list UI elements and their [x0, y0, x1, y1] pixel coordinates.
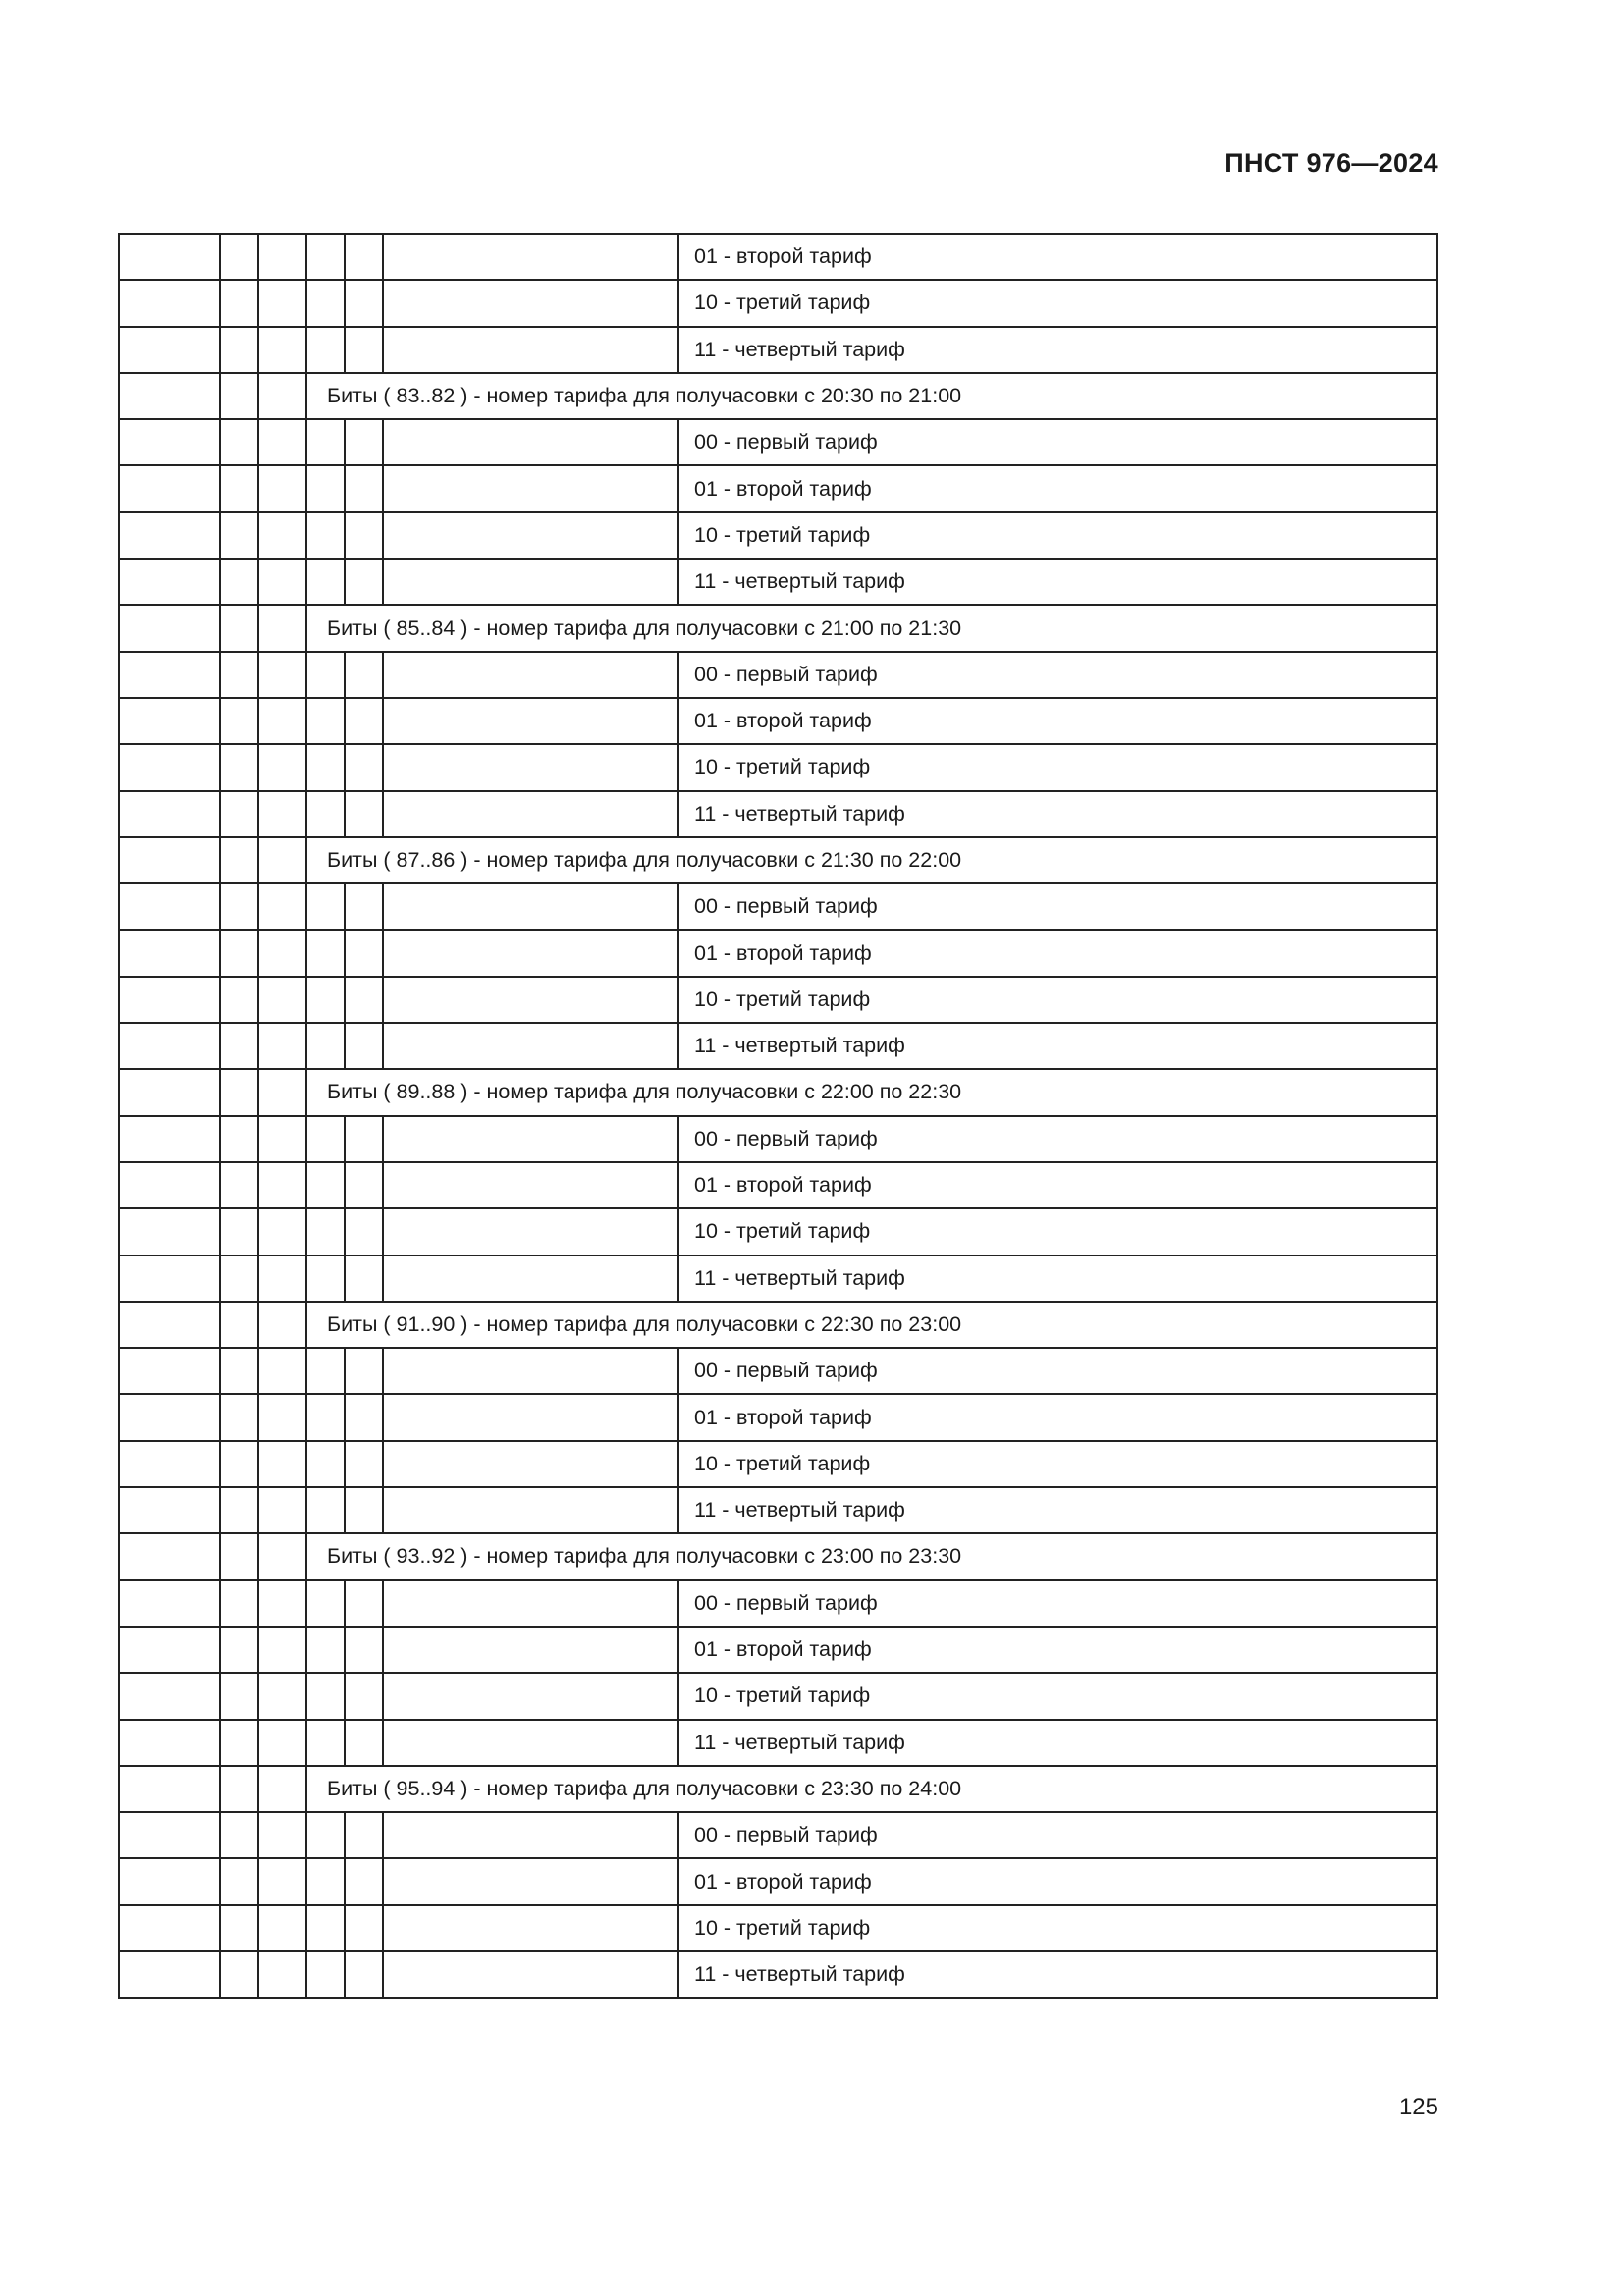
- empty-cell: [306, 1023, 345, 1069]
- empty-cell: [258, 373, 306, 419]
- empty-cell: [383, 280, 678, 326]
- tariff-value-text: 01 - второй тариф: [678, 234, 1437, 280]
- tariff-value-text: 00 - первый тариф: [678, 419, 1437, 465]
- empty-cell: [306, 1627, 345, 1673]
- empty-cell: [306, 1348, 345, 1394]
- empty-cell: [220, 1069, 258, 1115]
- empty-cell: [220, 744, 258, 790]
- tariff-value-text: 10 - третий тариф: [678, 1673, 1437, 1719]
- tariff-value-text: 00 - первый тариф: [678, 1348, 1437, 1394]
- empty-cell: [258, 1302, 306, 1348]
- tariff-value-row: [119, 883, 1437, 930]
- empty-cell: [119, 605, 220, 651]
- empty-cell: [345, 1580, 383, 1627]
- tariff-value-row: [119, 1208, 1437, 1255]
- empty-cell: [345, 1208, 383, 1255]
- empty-cell: [119, 1580, 220, 1627]
- tariff-value-row: [119, 1116, 1437, 1162]
- tariff-value-text: 10 - третий тариф: [678, 744, 1437, 790]
- empty-cell: [345, 977, 383, 1023]
- empty-cell: [258, 605, 306, 651]
- empty-cell: [220, 698, 258, 744]
- empty-cell: [258, 512, 306, 559]
- empty-cell: [345, 234, 383, 280]
- tariff-value-row: [119, 1951, 1437, 1998]
- empty-cell: [306, 1394, 345, 1440]
- empty-cell: [345, 1116, 383, 1162]
- bit-group-description: Биты ( 93..92 ) - номер тарифа для получасовки с 23:00 по 23:30: [306, 1533, 1437, 1579]
- empty-cell: [306, 744, 345, 790]
- empty-cell: [220, 1858, 258, 1904]
- empty-cell: [258, 1023, 306, 1069]
- empty-cell: [220, 605, 258, 651]
- empty-cell: [258, 327, 306, 373]
- empty-cell: [383, 1627, 678, 1673]
- empty-cell: [220, 1302, 258, 1348]
- empty-cell: [119, 1951, 220, 1998]
- empty-cell: [306, 234, 345, 280]
- empty-cell: [258, 1208, 306, 1255]
- empty-cell: [119, 512, 220, 559]
- empty-cell: [306, 1255, 345, 1302]
- empty-cell: [119, 1116, 220, 1162]
- empty-cell: [383, 419, 678, 465]
- tariff-value-row: [119, 1580, 1437, 1627]
- empty-cell: [220, 373, 258, 419]
- empty-cell: [220, 1487, 258, 1533]
- empty-cell: [306, 559, 345, 605]
- bit-group-description: Биты ( 85..84 ) - номер тарифа для получасовки с 21:00 по 21:30: [306, 605, 1437, 651]
- empty-cell: [119, 280, 220, 326]
- empty-cell: [306, 1208, 345, 1255]
- empty-cell: [306, 977, 345, 1023]
- tariff-value-row: [119, 744, 1437, 790]
- empty-cell: [220, 1673, 258, 1719]
- empty-cell: [383, 1858, 678, 1904]
- tariff-value-text: 00 - первый тариф: [678, 1812, 1437, 1858]
- empty-cell: [220, 465, 258, 511]
- empty-cell: [345, 744, 383, 790]
- bit-group-row: [119, 605, 1437, 651]
- empty-cell: [306, 930, 345, 976]
- empty-cell: [258, 465, 306, 511]
- empty-cell: [119, 1208, 220, 1255]
- empty-cell: [220, 1255, 258, 1302]
- empty-cell: [383, 512, 678, 559]
- empty-cell: [383, 1208, 678, 1255]
- tariff-value-row: [119, 1394, 1437, 1440]
- bit-group-description: Биты ( 87..86 ) - номер тарифа для получасовки с 21:30 по 22:00: [306, 837, 1437, 883]
- tariff-value-row: [119, 930, 1437, 976]
- tariff-value-text: 10 - третий тариф: [678, 1441, 1437, 1487]
- empty-cell: [258, 1905, 306, 1951]
- empty-cell: [119, 1441, 220, 1487]
- empty-cell: [119, 1858, 220, 1904]
- page-number: 125: [1398, 2094, 1438, 2120]
- empty-cell: [306, 1580, 345, 1627]
- tariff-value-row: [119, 1720, 1437, 1766]
- empty-cell: [383, 1116, 678, 1162]
- empty-cell: [258, 1394, 306, 1440]
- empty-cell: [119, 791, 220, 837]
- tariff-value-text: 00 - первый тариф: [678, 1580, 1437, 1627]
- empty-cell: [383, 791, 678, 837]
- bit-group-description: Биты ( 89..88 ) - номер тарифа для получасовки с 22:00 по 22:30: [306, 1069, 1437, 1115]
- empty-cell: [383, 559, 678, 605]
- tariff-value-row: [119, 1812, 1437, 1858]
- empty-cell: [220, 1348, 258, 1394]
- empty-cell: [306, 512, 345, 559]
- tariff-value-row: [119, 280, 1437, 326]
- tariff-value-text: 00 - первый тариф: [678, 652, 1437, 698]
- empty-cell: [345, 1162, 383, 1208]
- empty-cell: [119, 465, 220, 511]
- empty-cell: [119, 883, 220, 930]
- empty-cell: [119, 1394, 220, 1440]
- empty-cell: [345, 327, 383, 373]
- tariff-value-row: [119, 791, 1437, 837]
- empty-cell: [258, 1720, 306, 1766]
- empty-cell: [220, 1023, 258, 1069]
- empty-cell: [119, 1533, 220, 1579]
- empty-cell: [220, 1162, 258, 1208]
- tariff-value-row: [119, 419, 1437, 465]
- empty-cell: [220, 234, 258, 280]
- empty-cell: [119, 419, 220, 465]
- tariff-value-row: [119, 1162, 1437, 1208]
- tariff-value-text: 01 - второй тариф: [678, 1162, 1437, 1208]
- empty-cell: [119, 744, 220, 790]
- bit-group-row: [119, 1302, 1437, 1348]
- bit-group-description: Биты ( 83..82 ) - номер тарифа для получасовки с 20:30 по 21:00: [306, 373, 1437, 419]
- empty-cell: [306, 465, 345, 511]
- empty-cell: [383, 652, 678, 698]
- empty-cell: [119, 698, 220, 744]
- tariff-value-text: 11 - четвертый тариф: [678, 1951, 1437, 1998]
- tariff-value-row: [119, 1905, 1437, 1951]
- empty-cell: [383, 1162, 678, 1208]
- empty-cell: [258, 234, 306, 280]
- empty-cell: [306, 883, 345, 930]
- tariff-value-text: 01 - второй тариф: [678, 930, 1437, 976]
- empty-cell: [258, 652, 306, 698]
- empty-cell: [119, 1302, 220, 1348]
- empty-cell: [119, 1348, 220, 1394]
- bit-group-row: [119, 1766, 1437, 1812]
- empty-cell: [258, 1255, 306, 1302]
- empty-cell: [306, 280, 345, 326]
- empty-cell: [345, 1441, 383, 1487]
- tariff-value-row: [119, 512, 1437, 559]
- empty-cell: [345, 1720, 383, 1766]
- empty-cell: [306, 791, 345, 837]
- empty-cell: [258, 1162, 306, 1208]
- empty-cell: [306, 1487, 345, 1533]
- empty-cell: [119, 1673, 220, 1719]
- empty-cell: [258, 1348, 306, 1394]
- empty-cell: [220, 1208, 258, 1255]
- empty-cell: [345, 1951, 383, 1998]
- tariff-value-row: [119, 1627, 1437, 1673]
- tariff-value-row: [119, 1441, 1437, 1487]
- empty-cell: [345, 791, 383, 837]
- bit-group-description: Биты ( 91..90 ) - номер тарифа для получасовки с 22:30 по 23:00: [306, 1302, 1437, 1348]
- tariff-value-row: [119, 1348, 1437, 1394]
- empty-cell: [220, 837, 258, 883]
- empty-cell: [383, 465, 678, 511]
- empty-cell: [220, 791, 258, 837]
- tariff-value-text: 01 - второй тариф: [678, 465, 1437, 511]
- empty-cell: [220, 1905, 258, 1951]
- empty-cell: [258, 1812, 306, 1858]
- empty-cell: [345, 698, 383, 744]
- empty-cell: [258, 1951, 306, 1998]
- empty-cell: [306, 1905, 345, 1951]
- tariff-value-text: 11 - четвертый тариф: [678, 559, 1437, 605]
- empty-cell: [119, 1162, 220, 1208]
- empty-cell: [119, 1905, 220, 1951]
- empty-cell: [383, 1720, 678, 1766]
- empty-cell: [119, 977, 220, 1023]
- empty-cell: [119, 1255, 220, 1302]
- empty-cell: [220, 327, 258, 373]
- empty-cell: [345, 1812, 383, 1858]
- empty-cell: [306, 652, 345, 698]
- empty-cell: [306, 1858, 345, 1904]
- tariff-value-row: [119, 1858, 1437, 1904]
- empty-cell: [383, 1441, 678, 1487]
- empty-cell: [345, 930, 383, 976]
- empty-cell: [119, 559, 220, 605]
- empty-cell: [220, 559, 258, 605]
- empty-cell: [383, 1951, 678, 1998]
- empty-cell: [345, 559, 383, 605]
- empty-cell: [258, 1116, 306, 1162]
- empty-cell: [383, 1580, 678, 1627]
- tariff-value-text: 10 - третий тариф: [678, 1905, 1437, 1951]
- empty-cell: [345, 419, 383, 465]
- empty-cell: [258, 1673, 306, 1719]
- tariff-value-text: 10 - третий тариф: [678, 512, 1437, 559]
- empty-cell: [345, 465, 383, 511]
- empty-cell: [258, 1627, 306, 1673]
- empty-cell: [119, 1069, 220, 1115]
- empty-cell: [258, 1487, 306, 1533]
- empty-cell: [119, 1487, 220, 1533]
- tariff-value-text: 11 - четвертый тариф: [678, 1720, 1437, 1766]
- empty-cell: [220, 1533, 258, 1579]
- empty-cell: [345, 280, 383, 326]
- tariff-value-text: 00 - первый тариф: [678, 883, 1437, 930]
- empty-cell: [258, 419, 306, 465]
- empty-cell: [119, 837, 220, 883]
- empty-cell: [258, 930, 306, 976]
- empty-cell: [220, 1766, 258, 1812]
- empty-cell: [119, 1023, 220, 1069]
- empty-cell: [345, 1487, 383, 1533]
- empty-cell: [258, 1858, 306, 1904]
- empty-cell: [345, 1394, 383, 1440]
- empty-cell: [258, 744, 306, 790]
- empty-cell: [306, 419, 345, 465]
- empty-cell: [119, 234, 220, 280]
- empty-cell: [220, 512, 258, 559]
- empty-cell: [220, 930, 258, 976]
- empty-cell: [258, 1069, 306, 1115]
- empty-cell: [383, 1673, 678, 1719]
- tariff-value-text: 01 - второй тариф: [678, 698, 1437, 744]
- empty-cell: [258, 1441, 306, 1487]
- bit-group-row: [119, 1533, 1437, 1579]
- empty-cell: [345, 1905, 383, 1951]
- empty-cell: [119, 373, 220, 419]
- empty-cell: [258, 883, 306, 930]
- tariff-value-text: 01 - второй тариф: [678, 1858, 1437, 1904]
- bit-group-row: [119, 837, 1437, 883]
- tariff-value-text: 01 - второй тариф: [678, 1394, 1437, 1440]
- empty-cell: [119, 327, 220, 373]
- tariff-value-row: [119, 465, 1437, 511]
- empty-cell: [220, 1441, 258, 1487]
- empty-cell: [306, 698, 345, 744]
- empty-cell: [306, 1673, 345, 1719]
- empty-cell: [258, 698, 306, 744]
- empty-cell: [383, 234, 678, 280]
- empty-cell: [258, 791, 306, 837]
- empty-cell: [258, 1766, 306, 1812]
- empty-cell: [220, 280, 258, 326]
- empty-cell: [345, 1348, 383, 1394]
- empty-cell: [119, 930, 220, 976]
- tariff-value-row: [119, 698, 1437, 744]
- empty-cell: [383, 1255, 678, 1302]
- empty-cell: [383, 1394, 678, 1440]
- empty-cell: [306, 1116, 345, 1162]
- tariff-value-text: 10 - третий тариф: [678, 977, 1437, 1023]
- tariff-value-text: 11 - четвертый тариф: [678, 1487, 1437, 1533]
- empty-cell: [119, 1627, 220, 1673]
- empty-cell: [220, 1627, 258, 1673]
- empty-cell: [345, 652, 383, 698]
- empty-cell: [220, 883, 258, 930]
- table-body: [119, 234, 1437, 1998]
- empty-cell: [383, 744, 678, 790]
- empty-cell: [258, 1580, 306, 1627]
- empty-cell: [220, 1812, 258, 1858]
- tariff-value-row: [119, 1487, 1437, 1533]
- tariff-value-text: 01 - второй тариф: [678, 1627, 1437, 1673]
- tariff-value-row: [119, 234, 1437, 280]
- empty-cell: [345, 512, 383, 559]
- empty-cell: [119, 1812, 220, 1858]
- empty-cell: [383, 1023, 678, 1069]
- tariff-value-row: [119, 559, 1437, 605]
- empty-cell: [345, 1627, 383, 1673]
- bit-field-table: [118, 233, 1438, 1999]
- tariff-value-text: 11 - четвертый тариф: [678, 327, 1437, 373]
- empty-cell: [258, 559, 306, 605]
- empty-cell: [258, 837, 306, 883]
- empty-cell: [220, 1951, 258, 1998]
- empty-cell: [119, 652, 220, 698]
- empty-cell: [383, 1348, 678, 1394]
- empty-cell: [306, 1162, 345, 1208]
- empty-cell: [306, 327, 345, 373]
- empty-cell: [220, 977, 258, 1023]
- tariff-value-row: [119, 977, 1437, 1023]
- empty-cell: [220, 1580, 258, 1627]
- tariff-value-text: 11 - четвертый тариф: [678, 1255, 1437, 1302]
- empty-cell: [119, 1766, 220, 1812]
- bit-group-description: Биты ( 95..94 ) - номер тарифа для получасовки с 23:30 по 24:00: [306, 1766, 1437, 1812]
- empty-cell: [383, 1812, 678, 1858]
- empty-cell: [345, 1023, 383, 1069]
- empty-cell: [258, 1533, 306, 1579]
- empty-cell: [383, 698, 678, 744]
- empty-cell: [345, 883, 383, 930]
- empty-cell: [383, 883, 678, 930]
- empty-cell: [345, 1858, 383, 1904]
- tariff-value-row: [119, 1255, 1437, 1302]
- empty-cell: [220, 419, 258, 465]
- tariff-value-text: 10 - третий тариф: [678, 1208, 1437, 1255]
- empty-cell: [306, 1441, 345, 1487]
- document-number: ПНСТ 976—2024: [1224, 148, 1438, 178]
- bit-group-row: [119, 1069, 1437, 1115]
- empty-cell: [220, 1720, 258, 1766]
- empty-cell: [383, 327, 678, 373]
- empty-cell: [220, 1394, 258, 1440]
- empty-cell: [383, 977, 678, 1023]
- empty-cell: [306, 1951, 345, 1998]
- empty-cell: [345, 1255, 383, 1302]
- empty-cell: [258, 977, 306, 1023]
- empty-cell: [220, 1116, 258, 1162]
- empty-cell: [383, 1487, 678, 1533]
- tariff-value-text: 11 - четвертый тариф: [678, 791, 1437, 837]
- empty-cell: [306, 1812, 345, 1858]
- empty-cell: [345, 1673, 383, 1719]
- tariff-value-text: 10 - третий тариф: [678, 280, 1437, 326]
- empty-cell: [258, 280, 306, 326]
- tariff-value-row: [119, 652, 1437, 698]
- empty-cell: [383, 1905, 678, 1951]
- tariff-value-row: [119, 1673, 1437, 1719]
- empty-cell: [306, 1720, 345, 1766]
- tariff-value-row: [119, 327, 1437, 373]
- tariff-value-text: 00 - первый тариф: [678, 1116, 1437, 1162]
- empty-cell: [383, 930, 678, 976]
- empty-cell: [220, 652, 258, 698]
- tariff-value-row: [119, 1023, 1437, 1069]
- bit-group-row: [119, 373, 1437, 419]
- empty-cell: [119, 1720, 220, 1766]
- tariff-value-text: 11 - четвертый тариф: [678, 1023, 1437, 1069]
